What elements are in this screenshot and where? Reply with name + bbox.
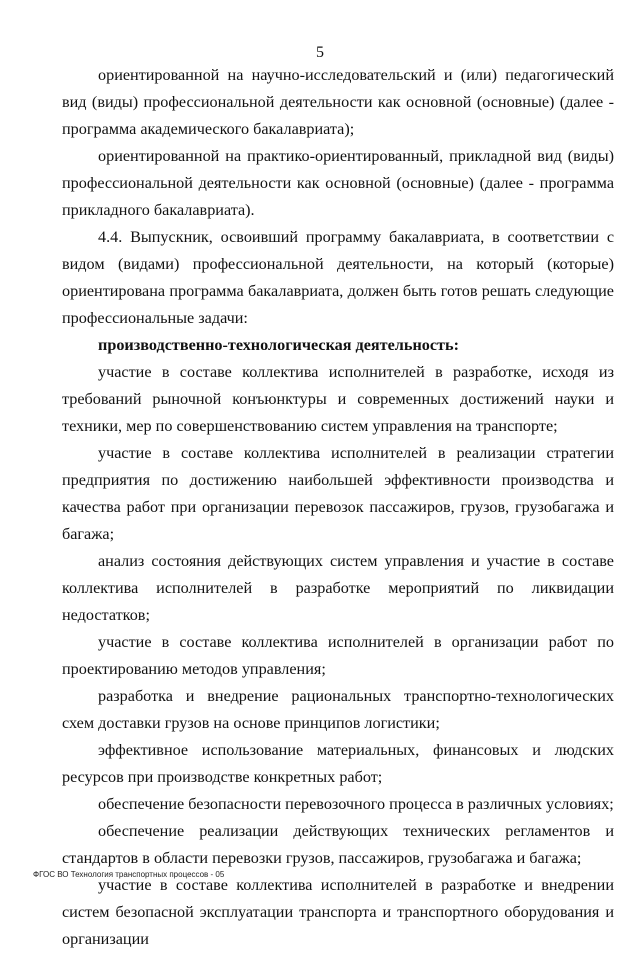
- footer-text: ФГОС ВО Технология транспортных процессов - 05: [33, 870, 225, 879]
- paragraph-applied-bachelor: ориентированной на практико-ориентированный, прикладной вид (виды) профессиональной деятельности как основной (основные) (далее - программа прикладного бакалавриата).: [62, 147, 614, 219]
- page-number: 5: [316, 44, 324, 61]
- section-heading: производственно-технологическая деятельность:: [98, 336, 459, 354]
- task-item: обеспечение реализации действующих технических регламентов и стандартов в области перевозки грузов, пассажиров, грузобагажа и багажа;: [62, 822, 614, 867]
- task-item: обеспечение безопасности перевозочного процесса в различных условиях;: [98, 795, 614, 813]
- paragraph-graduate-tasks: 4.4. Выпускник, освоивший программу бакалавриата, в соответствии с видом (видами) профессиональной деятельности, на который (которые) ориентирована программа бакалавриата, должен быть готов решать следующие профессиональные задачи:: [62, 228, 614, 327]
- document-body: [62, 62, 614, 953]
- task-item: анализ состояния действующих систем управления и участие в составе коллектива исполнителей в разработке мероприятий по ликвидации недостатков;: [62, 552, 614, 624]
- task-item: эффективное использование материальных, финансовых и людских ресурсов при производстве конкретных работ;: [62, 741, 614, 786]
- task-item: участие в составе коллектива исполнителей в реализации стратегии предприятия по достижению наибольшей эффективности производства и качества работ при организации перевозок пассажиров, грузов, грузобагажа и багажа;: [62, 444, 614, 543]
- task-item: участие в составе коллектива исполнителей в разработке, исходя из требований рыночной конъюнктуры и современных достижений науки и техники, мер по совершенствованию систем управления на транспорте;: [62, 363, 614, 435]
- task-item: участие в составе коллектива исполнителей в разработке и внедрении систем безопасной эксплуатации транспорта и транспортного оборудования и организации: [62, 876, 614, 948]
- task-item: разработка и внедрение рациональных транспортно-технологических схем доставки грузов на основе принципов логистики;: [62, 687, 614, 732]
- task-item: участие в составе коллектива исполнителей в организации работ по проектированию методов управления;: [62, 633, 614, 678]
- paragraph-academic-bachelor: ориентированной на научно-исследовательский и (или) педагогический вид (виды) профессиональной деятельности как основной (основные) (далее - программа академического бакалавриата);: [62, 66, 614, 138]
